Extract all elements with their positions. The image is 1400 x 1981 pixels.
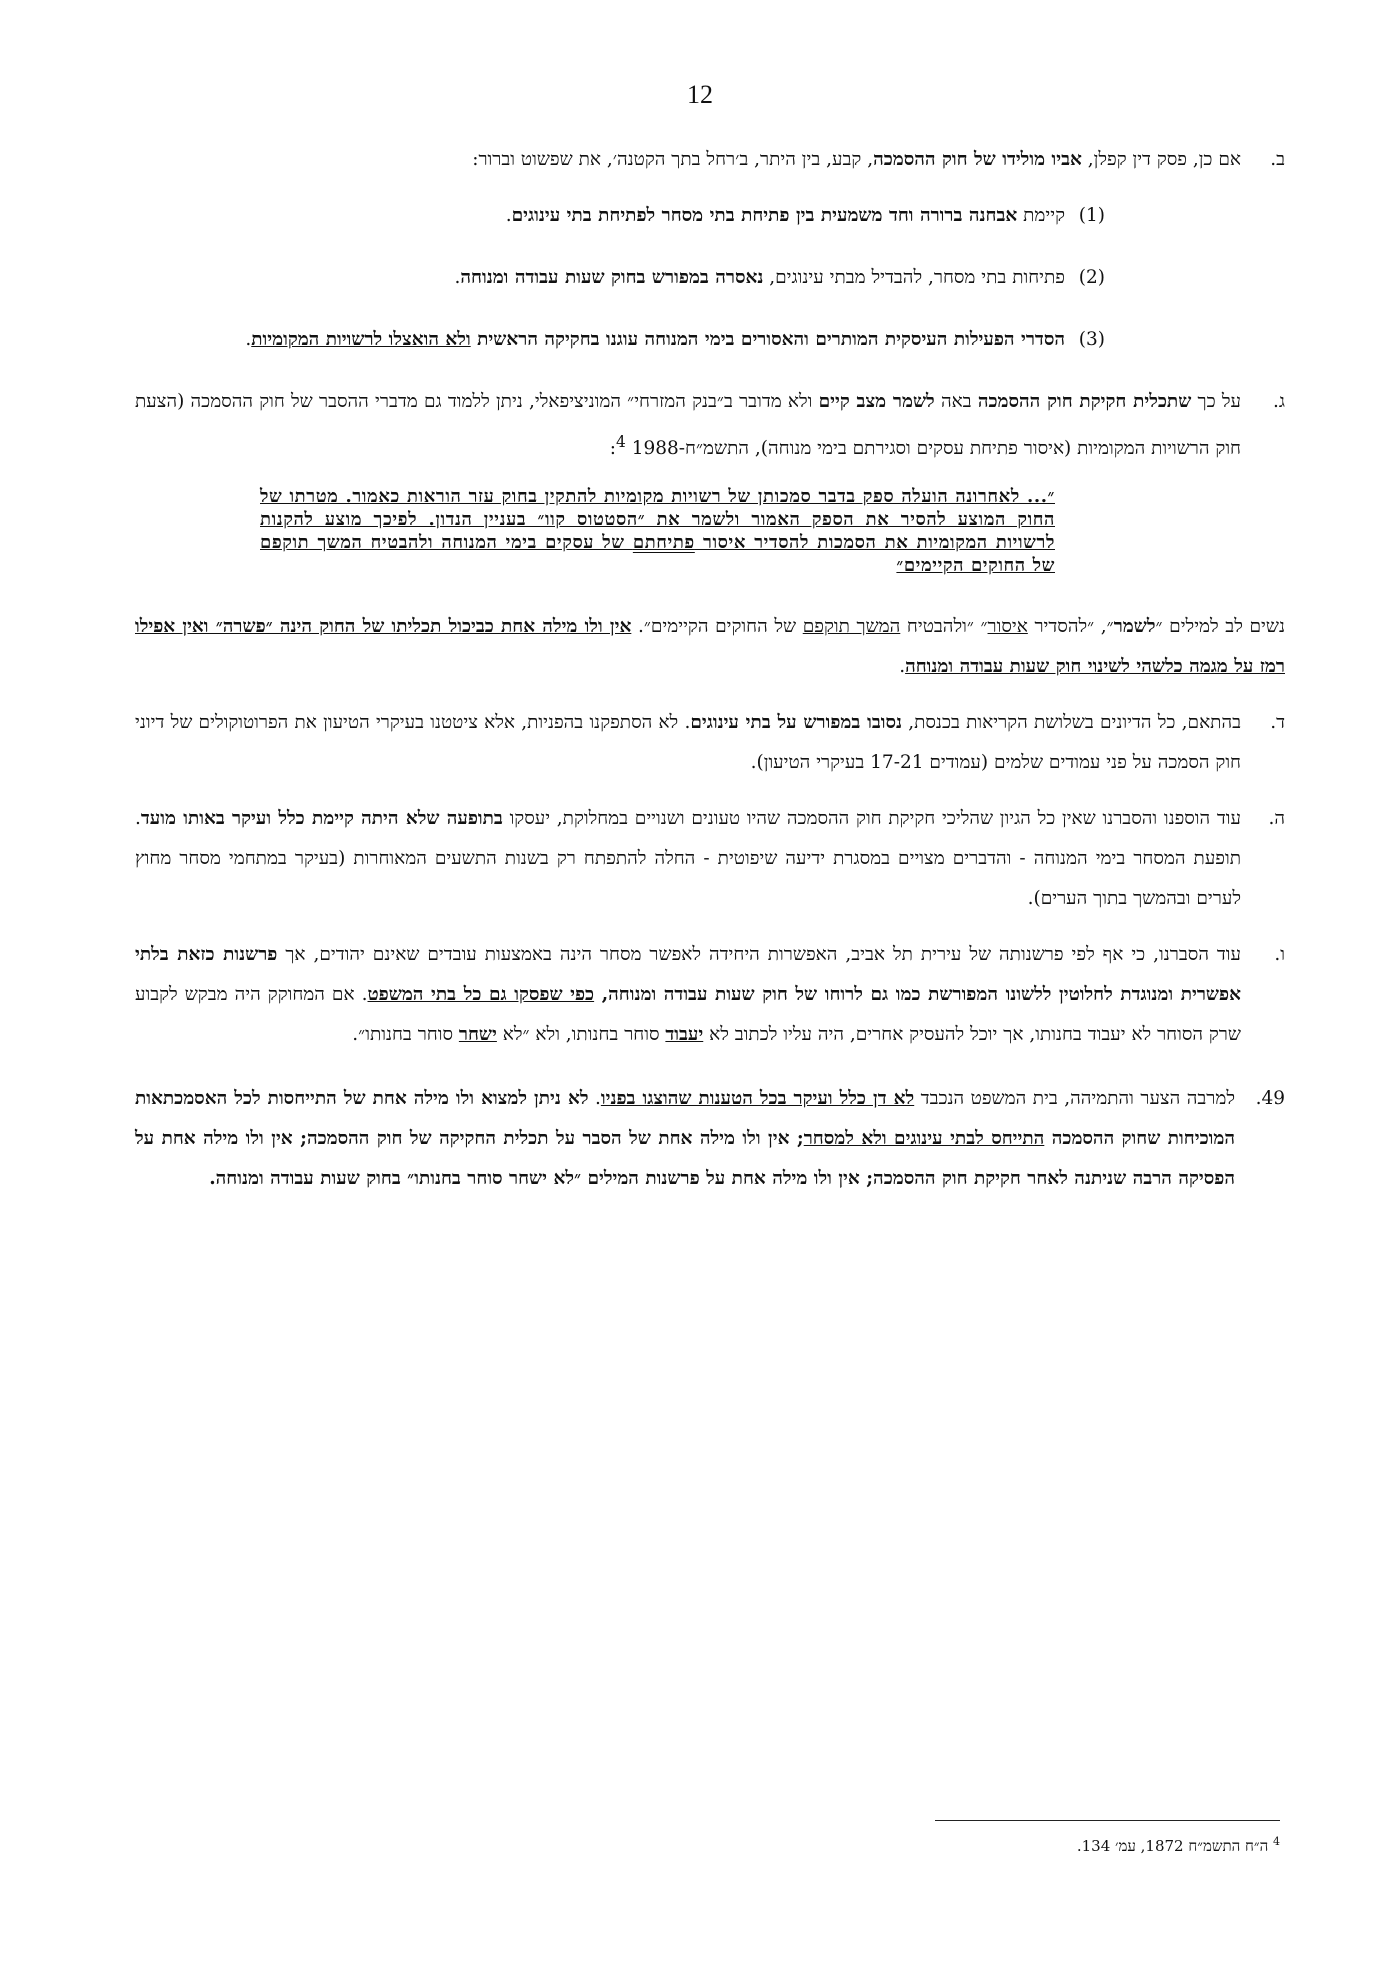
bold-underlined-text-run: כפי שפסקו גם כל בתי המשפט <box>367 984 595 1006</box>
text-run: בהתאם, כל הדיונים בשלושת הקריאות בכנסת, <box>902 712 1242 734</box>
text-run: סוחר בחנותו״. <box>352 1024 459 1046</box>
text-run: נשים לב למילים ״ <box>1155 616 1286 638</box>
text-run: . <box>454 267 461 288</box>
underlined-text-run: המשך תוקפם <box>802 616 901 638</box>
bold-text-run: נסובו במפורש על בתי עינוגים <box>690 712 903 734</box>
bold-underlined-text-run: יעבוד <box>665 1024 704 1046</box>
text-run: . לא הסתפקנו בהפניות, אלא ציטטנו בעיקרי הטיעון את הפרוטוקולים של דיוני חוק הסמכה על פני עמודים שלמים (עמודים 17-21 בעיקרי הטיעון). <box>135 712 1241 774</box>
subitem-2 <box>135 258 1105 298</box>
bold-underlined-text-run: לא דן כלל ועיקר בכל הטענות שהוצגו בפניו <box>600 1088 915 1110</box>
bold-text-run: לשמר <box>1113 616 1156 638</box>
bold-underlined-text-run: אין ולו מילה אחת כביכול תכליתו של החוק הינה ״פשרה״ ואין אפילו רמז על מגמה כלשהי לשינוי חוק שעות עבודה ומנוחה <box>135 616 1285 678</box>
subitem-label: (1) <box>1078 205 1105 226</box>
text-run: ולא מדובר ב״בנק המזרחי״ המוניציפאלי, ניתן ללמוד גם מדברי ההסבר של חוק ההסמכה (הצעת חוק הרשויות המקומיות (איסור פתיחת עסקים וסגירתם בימי מנוחה), התשמ״ח-1988 <box>135 391 1241 460</box>
underlined-text-run: איסור <box>987 616 1028 638</box>
bold-text-run: שתכלית חקיקת חוק ההסמכה <box>977 391 1192 412</box>
item-label: ד. <box>1270 712 1285 734</box>
text-run: עוד הוספנו והסברנו שאין כל הגיון שהליכי חקיקת חוק ההסמכה שהיו טעונים ושנויים במחלוקת, יעסקו <box>502 808 1241 830</box>
text-run: פתיחות בתי מסחר, להבדיל מבתי עינוגים, <box>763 267 1065 288</box>
text-run: באה <box>934 391 978 412</box>
item-b <box>135 140 1285 180</box>
bold-text-run: בתופעה שלא היתה קיימת כלל ועיקר באותו מועד <box>140 808 503 830</box>
bold-text-run: אבחנה ברורה וחד משמעית בין פתיחת בתי מסחר לפתיחת בתי עינוגים <box>511 205 1018 226</box>
bold-text-run: נאסרה במפורש בחוק שעות עבודה ומנוחה <box>460 267 764 288</box>
bold-text-run: לא ניתן למצוא ולו מילה אחת של התייחסות לכל האסמכתאות המוכיחות שחוק ההסמכה <box>135 1088 1235 1150</box>
text-run: : <box>609 438 616 460</box>
bold-underlined-text-run: ולא הואצלו לרשויות המקומיות <box>251 329 471 350</box>
bold-underlined-text-run: ישחר <box>458 1024 497 1046</box>
text-run: של החוקים הקיימים״. <box>631 616 803 638</box>
bold-text-run: פרשנות כזאת בלתי אפשרית ומנוגדת לחלוטין ללשונו המפורשת כמו גם לרוחו של חוק שעות עבודה ומנוחה, <box>135 944 1241 1006</box>
quote-emphasis: פתיחתם <box>632 532 695 554</box>
text-run: עוד הסברנו, כי אף לפי פרשנותה של עירית תל אביב, האפשרות היחידה לאפשר מסחר הינה באמצעות עובדים שאינם יהודים, אך <box>277 944 1242 966</box>
text-run: . תופעת המסחר בימי המנוחה - והדברים מצויים במסגרת ידיעה שיפוטית - החלה להתפתח רק בשנות התשעים המאוחרות (בעיקר במתחמי מסחר מחוץ לערים ובהמשך בתוך הערים). <box>135 808 1241 910</box>
paragraph-note <box>135 607 1285 687</box>
text-run: , קבע, בין היתר, ב׳רחל בתך הקטנה׳, את שפשוט וברור: <box>472 149 874 170</box>
text-run: ״ ״ולהבטיח <box>900 616 988 638</box>
subitem-label: (2) <box>1078 267 1105 288</box>
text-run: . <box>588 1088 601 1110</box>
item-h <box>135 799 1285 919</box>
item-d <box>135 703 1285 783</box>
item-label: ה. <box>1268 808 1285 830</box>
page-number: 12 <box>687 80 713 109</box>
bold-text-run: אביו מולידו של חוק ההסמכה <box>873 149 1082 170</box>
document-body <box>135 140 1285 1199</box>
footnote-number: 4 <box>1273 1835 1280 1848</box>
item-label: ג. <box>1273 391 1285 412</box>
item-label: ב. <box>1270 149 1285 170</box>
bold-underlined-text-run: התייחס לבתי עינוגים ולא למסחר <box>803 1128 1045 1150</box>
bold-text-run: לשמר מצב קיים <box>818 391 935 412</box>
bold-text-run: ; אין ולו מילה אחת של הסבר על תכלית החקיקה של חוק ההסמכה; אין ולו מילה אחת על הפסיקה הרבה שניתנה לאחר חקיקת חוק ההסמכה; אין ולו מילה אחת על פרשנות המילים ״לא ישחר סוחר בחנותו״ בחוק שעות עבודה ומנוחה. <box>135 1128 1235 1190</box>
footnote <box>900 1835 1280 1856</box>
text-run: . אם המחוקק היה מבקש לקבוע שרק הסוחר לא יעבוד בחנותו, אך יוכל להעסיק אחרים, היה עליו לכתוב לא <box>135 984 1241 1046</box>
text-run: . <box>899 656 906 678</box>
item-label: ו. <box>1274 944 1285 966</box>
item-v <box>135 935 1285 1055</box>
text-run: ״, ״להסדיר <box>1027 616 1114 638</box>
footnote-separator <box>935 1820 1280 1821</box>
footnote-reference[interactable]: 4 <box>616 433 626 451</box>
text-run: . <box>245 329 252 350</box>
text-run: אם כן, פסק דין קפלן, <box>1081 149 1241 170</box>
subitem-1 <box>135 196 1105 236</box>
paragraph-49 <box>135 1079 1285 1199</box>
paragraph-number: 49. <box>1255 1088 1285 1110</box>
item-g <box>135 382 1285 469</box>
quote-text: של עסקים בימי המנוחה ולהבטיח המשך תוקפם של החוקים הקיימים״ <box>260 532 1055 577</box>
text-run: סוחר בחנותו, ולא ״לא <box>496 1024 666 1046</box>
bold-text-run: הסדרי הפעילות העיסקית המותרים והאסורים בימי המנוחה עוגנו בחקיקה הראשית <box>470 329 1065 350</box>
text-run: קיימת <box>1017 205 1065 226</box>
text-run: למרבה הצער והתמיהה, בית המשפט הנכבד <box>914 1088 1236 1110</box>
footnote-text: ה״ח התשמ״ח 1872, עמ׳ 134. <box>1076 1837 1269 1855</box>
quote-text: ״... לאחרונה הועלה ספק בדבר סמכותן של רשויות מקומיות להתקין בחוק עזר הוראות כאמור. מטרתו של החוק המוצע להסיר את הספק האמור ולשמר את ״הסטטוס קוו״ בעניין הנדון. לפיכך מוצע להקנות לרשויות המקומיות את הסמכות להסדיר איסור <box>260 486 1055 554</box>
subitem-label: (3) <box>1078 329 1105 350</box>
block-quote <box>260 485 1055 577</box>
subitem-3 <box>135 320 1105 360</box>
text-run: על כך <box>1191 391 1242 412</box>
text-run: . <box>505 205 512 226</box>
